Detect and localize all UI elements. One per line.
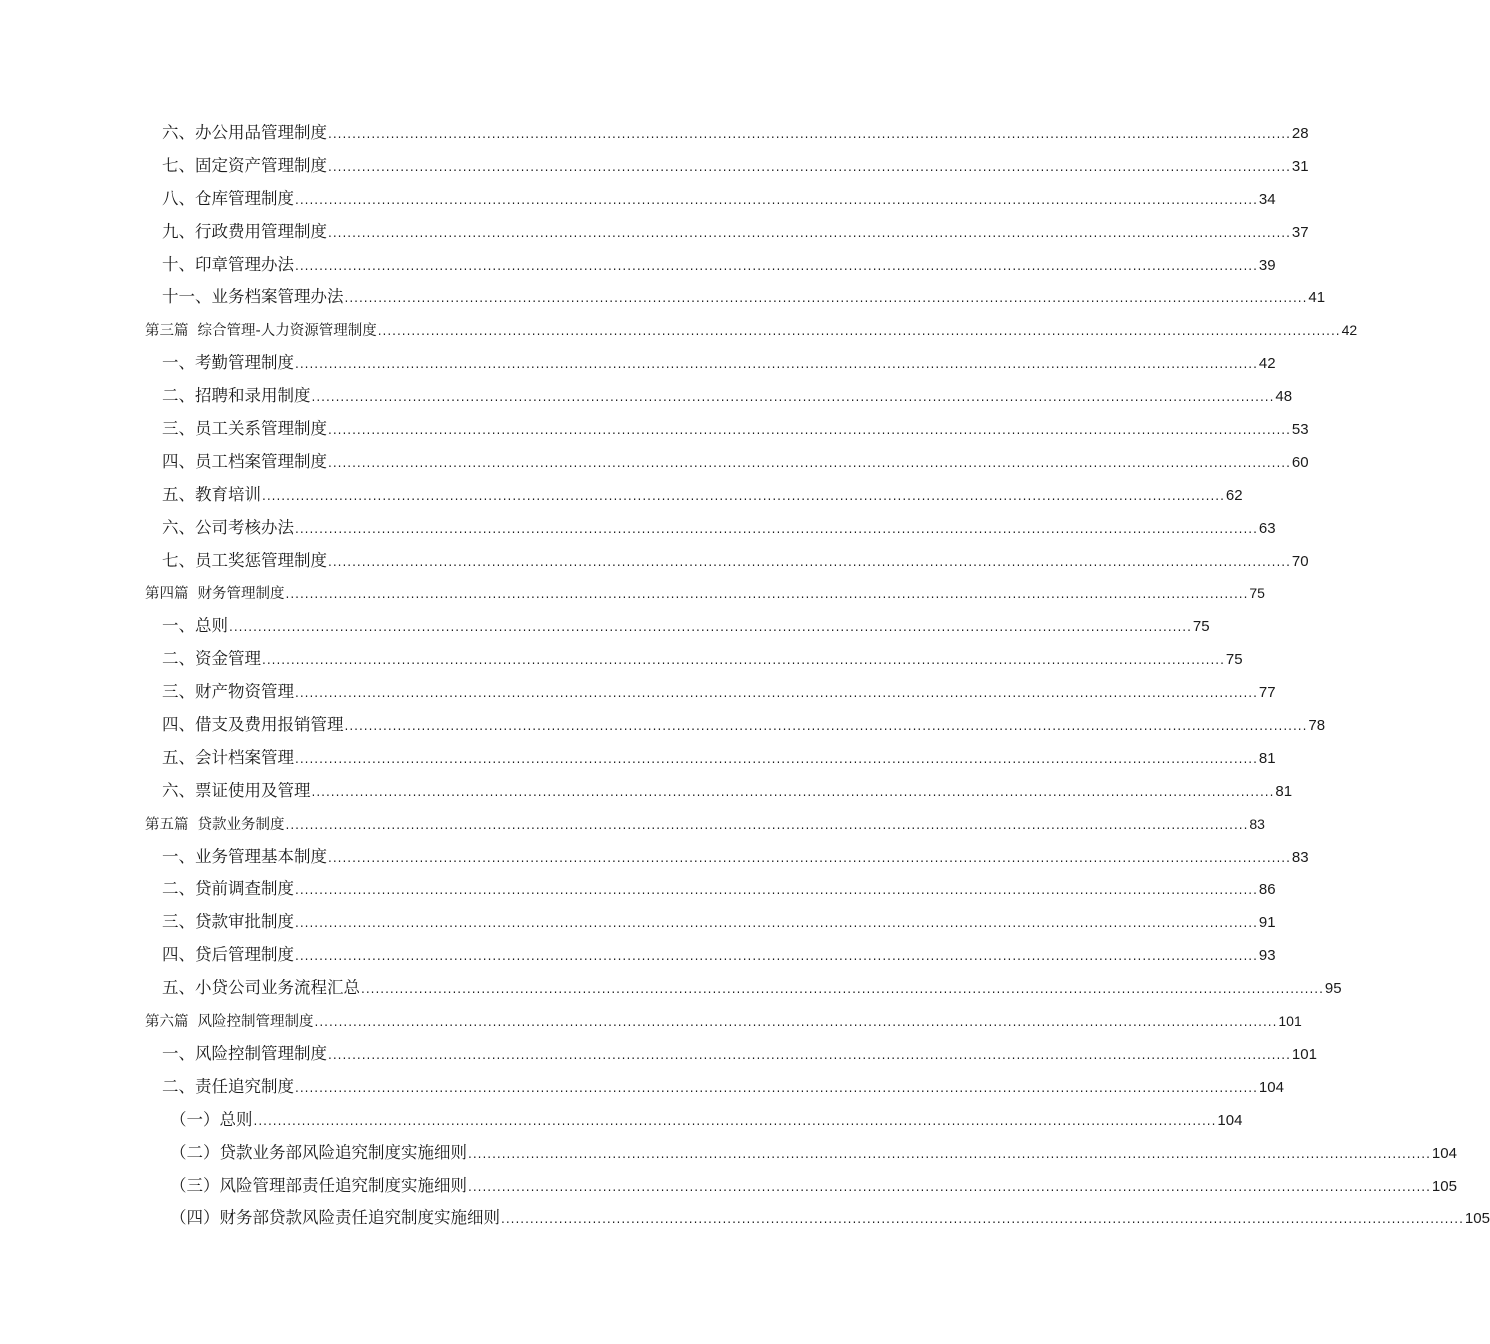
toc-entry-page: 60: [1291, 453, 1309, 471]
toc-entry[interactable]: [145, 972, 1342, 1005]
toc-entry-title: 八、仓库管理制度: [162, 188, 294, 208]
toc-entry-page: 42: [1341, 322, 1358, 339]
toc-entry[interactable]: [145, 216, 1309, 249]
toc-entry-page: 83: [1249, 815, 1265, 832]
toc-entry-page: 105: [1464, 1210, 1490, 1228]
toc-leader-dots: ........................................................................................................................................................................................................: [468, 1146, 1431, 1161]
toc-subentry[interactable]: [145, 1104, 1243, 1137]
toc-entry-title: （二）贷款业务部风险追究制度实施细则: [170, 1142, 467, 1162]
toc-part-title: [145, 578, 285, 611]
toc-entry-title: 五、会计档案管理: [162, 747, 294, 767]
toc-entry-title: （一）总则: [170, 1109, 253, 1129]
toc-entry-title: 二、资金管理: [162, 649, 261, 669]
toc-entry-page: 77: [1258, 684, 1276, 702]
toc-leader-dots: ........................................................................................................................................................................................................: [344, 291, 1308, 306]
toc-part-title: [145, 809, 285, 842]
toc-entry-page: 101: [1278, 1013, 1302, 1030]
toc-subentry[interactable]: [145, 1137, 1457, 1170]
toc-entry-page: 95: [1324, 980, 1342, 998]
toc-entry-title: 三、贷款审批制度: [162, 912, 294, 932]
toc-leader-dots: ........................................................................................................................................................................................................: [295, 686, 1258, 701]
toc-entry-page: 105: [1431, 1177, 1457, 1195]
toc-leader-dots: ........................................................................................................................................................................................................: [328, 159, 1291, 174]
toc-part-label: 财务管理制度: [197, 586, 285, 603]
toc-entry[interactable]: [145, 676, 1276, 709]
toc-entry-title: 一、风险控制管理制度: [162, 1043, 327, 1063]
toc-entry-title: 五、教育培训: [162, 484, 261, 504]
toc-entry-title: 四、员工档案管理制度: [162, 451, 327, 471]
toc-entry[interactable]: [145, 939, 1276, 972]
toc-part-prefix: 第六篇: [145, 1014, 189, 1031]
toc-part-title: [145, 315, 377, 348]
toc-entry-page: 48: [1275, 388, 1293, 406]
toc-entry-page: 62: [1225, 486, 1243, 504]
toc-entry-page: 104: [1258, 1078, 1284, 1096]
toc-entry-page: 86: [1258, 881, 1276, 899]
toc-leader-dots: ........................................................................................................................................................................................................: [295, 192, 1258, 207]
toc-entry-title: （三）风险管理部责任追究制度实施细则: [170, 1175, 467, 1195]
toc-entry-page: 81: [1258, 749, 1276, 767]
toc-entry-page: 81: [1275, 782, 1293, 800]
toc-entry[interactable]: [145, 709, 1326, 742]
toc-entry-title: 四、贷后管理制度: [162, 945, 294, 965]
toc-entry[interactable]: [145, 643, 1243, 676]
toc-leader-dots: ........................................................................................................................................................................................................: [295, 1080, 1258, 1095]
toc-entry-page: 39: [1258, 256, 1276, 274]
toc-entry-title: 一、总则: [162, 616, 228, 636]
toc-entry-page: 42: [1258, 355, 1276, 373]
toc-part-prefix: 第四篇: [145, 586, 189, 603]
toc-subentry[interactable]: [145, 1202, 1490, 1235]
toc-entry[interactable]: [145, 380, 1293, 413]
toc-entry[interactable]: [145, 1071, 1284, 1104]
toc-part-label: 风险控制管理制度: [197, 1014, 314, 1031]
toc-entry-page: 63: [1258, 519, 1276, 537]
toc-leader-dots: ........................................................................................................................................................................................................: [285, 817, 1249, 832]
toc-entry-title: 一、考勤管理制度: [162, 353, 294, 373]
toc-entry-page: 83: [1291, 848, 1309, 866]
toc-entry-title: 五、小贷公司业务流程汇总: [162, 978, 360, 998]
toc-entry-page: 93: [1258, 947, 1276, 965]
toc-part-heading[interactable]: [145, 314, 1358, 347]
toc-leader-dots: ........................................................................................................................................................................................................: [328, 455, 1291, 470]
toc-leader-dots: ........................................................................................................................................................................................................: [285, 587, 1249, 602]
toc-part-heading[interactable]: [145, 808, 1265, 841]
toc-entry-page: 101: [1291, 1045, 1317, 1063]
toc-part-prefix: 第三篇: [145, 323, 189, 340]
toc-entry-page: 78: [1308, 717, 1326, 735]
toc-leader-dots: ........................................................................................................................................................................................................: [328, 1047, 1291, 1062]
toc-entry-page: 104: [1217, 1111, 1243, 1129]
toc-part-title: [145, 1006, 314, 1039]
toc-leader-dots: ........................................................................................................................................................................................................: [328, 554, 1291, 569]
toc-leader-dots: ........................................................................................................................................................................................................: [295, 357, 1258, 372]
toc-entry-page: 28: [1291, 125, 1309, 142]
toc-entry-page: 41: [1308, 289, 1326, 307]
toc-leader-dots: ........................................................................................................................................................................................................: [253, 1113, 1217, 1128]
toc-entry-title: 三、员工关系管理制度: [162, 419, 327, 439]
toc-entry-title: 六、票证使用及管理: [162, 780, 311, 800]
toc-entry-title: 六、公司考核办法: [162, 517, 294, 537]
toc-leader-dots: ........................................................................................................................................................................................................: [229, 620, 1192, 635]
toc-leader-dots: ........................................................................................................................................................................................................: [344, 719, 1308, 734]
toc-part-heading[interactable]: [145, 1005, 1302, 1038]
toc-leader-dots: ........................................................................................................................................................................................................: [328, 423, 1291, 438]
toc-entry[interactable]: [145, 610, 1210, 643]
toc-entry-title: 七、员工奖惩管理制度: [162, 550, 327, 570]
toc-subentry[interactable]: [145, 1170, 1457, 1203]
toc-entry-title: 四、借支及费用报销管理: [162, 715, 344, 735]
toc-leader-dots: ........................................................................................................................................................................................................: [328, 225, 1291, 240]
toc-entry[interactable]: [145, 545, 1309, 578]
toc-entry[interactable]: [145, 479, 1243, 512]
toc-entry-title: （四）财务部贷款风险责任追究制度实施细则: [170, 1208, 500, 1228]
toc-leader-dots: ........................................................................................................................................................................................................: [295, 916, 1258, 931]
toc-entry-title: 三、财产物资管理: [162, 682, 294, 702]
toc-entry[interactable]: [145, 183, 1276, 216]
toc-leader-dots: ........................................................................................................................................................................................................: [295, 751, 1258, 766]
toc-entry-title: 一、业务管理基本制度: [162, 846, 327, 866]
toc-entry-title: 二、贷前调查制度: [162, 879, 294, 899]
toc-entry-page: 91: [1258, 914, 1276, 932]
toc-leader-dots: ........................................................................................................................................................................................................: [295, 521, 1258, 536]
toc-leader-dots: ........................................................................................................................................................................................................: [468, 1179, 1431, 1194]
toc-entry-page: 75: [1225, 651, 1243, 669]
toc-leader-dots: ........................................................................................................................................................................................................: [328, 850, 1291, 865]
table-of-contents: [145, 117, 1490, 1235]
toc-entry[interactable]: [145, 1038, 1317, 1071]
toc-entry[interactable]: [145, 249, 1276, 282]
toc-leader-dots: ........................................................................................................................................................................................................: [295, 883, 1258, 898]
toc-leader-dots: ........................................................................................................................................................................................................: [262, 488, 1225, 503]
toc-leader-dots: ........................................................................................................................................................................................................: [311, 390, 1275, 405]
toc-entry-title: 十、印章管理办法: [162, 254, 294, 274]
toc-entry-title: 二、责任追究制度: [162, 1076, 294, 1096]
toc-leader-dots: ........................................................................................................................................................................................................: [377, 324, 1341, 339]
toc-entry[interactable]: [145, 775, 1293, 808]
toc-entry-title: 二、招聘和录用制度: [162, 386, 311, 406]
toc-entry[interactable]: [145, 841, 1309, 874]
toc-entry-title: 六、办公用品管理制度: [162, 123, 327, 142]
toc-entry-title: 七、固定资产管理制度: [162, 155, 327, 175]
toc-entry[interactable]: [145, 906, 1276, 939]
toc-leader-dots: ........................................................................................................................................................................................................: [295, 258, 1258, 273]
toc-entry[interactable]: [145, 413, 1309, 446]
toc-entry[interactable]: [145, 512, 1276, 545]
toc-entry-title: 九、行政费用管理制度: [162, 221, 327, 241]
toc-entry-page: 75: [1249, 585, 1265, 602]
toc-entry[interactable]: [145, 347, 1276, 380]
toc-entry[interactable]: [145, 117, 1309, 150]
toc-leader-dots: ........................................................................................................................................................................................................: [262, 653, 1225, 668]
toc-entry[interactable]: [145, 150, 1309, 183]
toc-entry[interactable]: [145, 446, 1309, 479]
toc-entry[interactable]: [145, 742, 1276, 775]
toc-part-label: 综合管理-人力资源管理制度: [197, 323, 377, 340]
toc-entry-page: 34: [1258, 190, 1276, 208]
toc-entry-page: 70: [1291, 552, 1309, 570]
toc-leader-dots: ........................................................................................................................................................................................................: [501, 1212, 1464, 1227]
toc-leader-dots: ........................................................................................................................................................................................................: [295, 949, 1258, 964]
toc-leader-dots: ........................................................................................................................................................................................................: [314, 1015, 1278, 1030]
toc-entry[interactable]: [145, 281, 1326, 314]
toc-leader-dots: ........................................................................................................................................................................................................: [311, 784, 1275, 799]
toc-part-heading[interactable]: [145, 577, 1265, 610]
toc-leader-dots: ........................................................................................................................................................................................................: [328, 127, 1291, 141]
toc-entry-page: 37: [1291, 223, 1309, 241]
toc-entry-page: 53: [1291, 421, 1309, 439]
toc-entry[interactable]: [145, 873, 1276, 906]
toc-entry-title: 十一、业务档案管理办法: [162, 287, 344, 307]
toc-entry-page: 75: [1192, 618, 1210, 636]
toc-entry-page: 31: [1291, 157, 1309, 175]
toc-part-label: 贷款业务制度: [197, 816, 285, 833]
toc-part-prefix: 第五篇: [145, 816, 189, 833]
toc-entry-page: 104: [1431, 1144, 1457, 1162]
toc-leader-dots: ........................................................................................................................................................................................................: [361, 982, 1324, 997]
